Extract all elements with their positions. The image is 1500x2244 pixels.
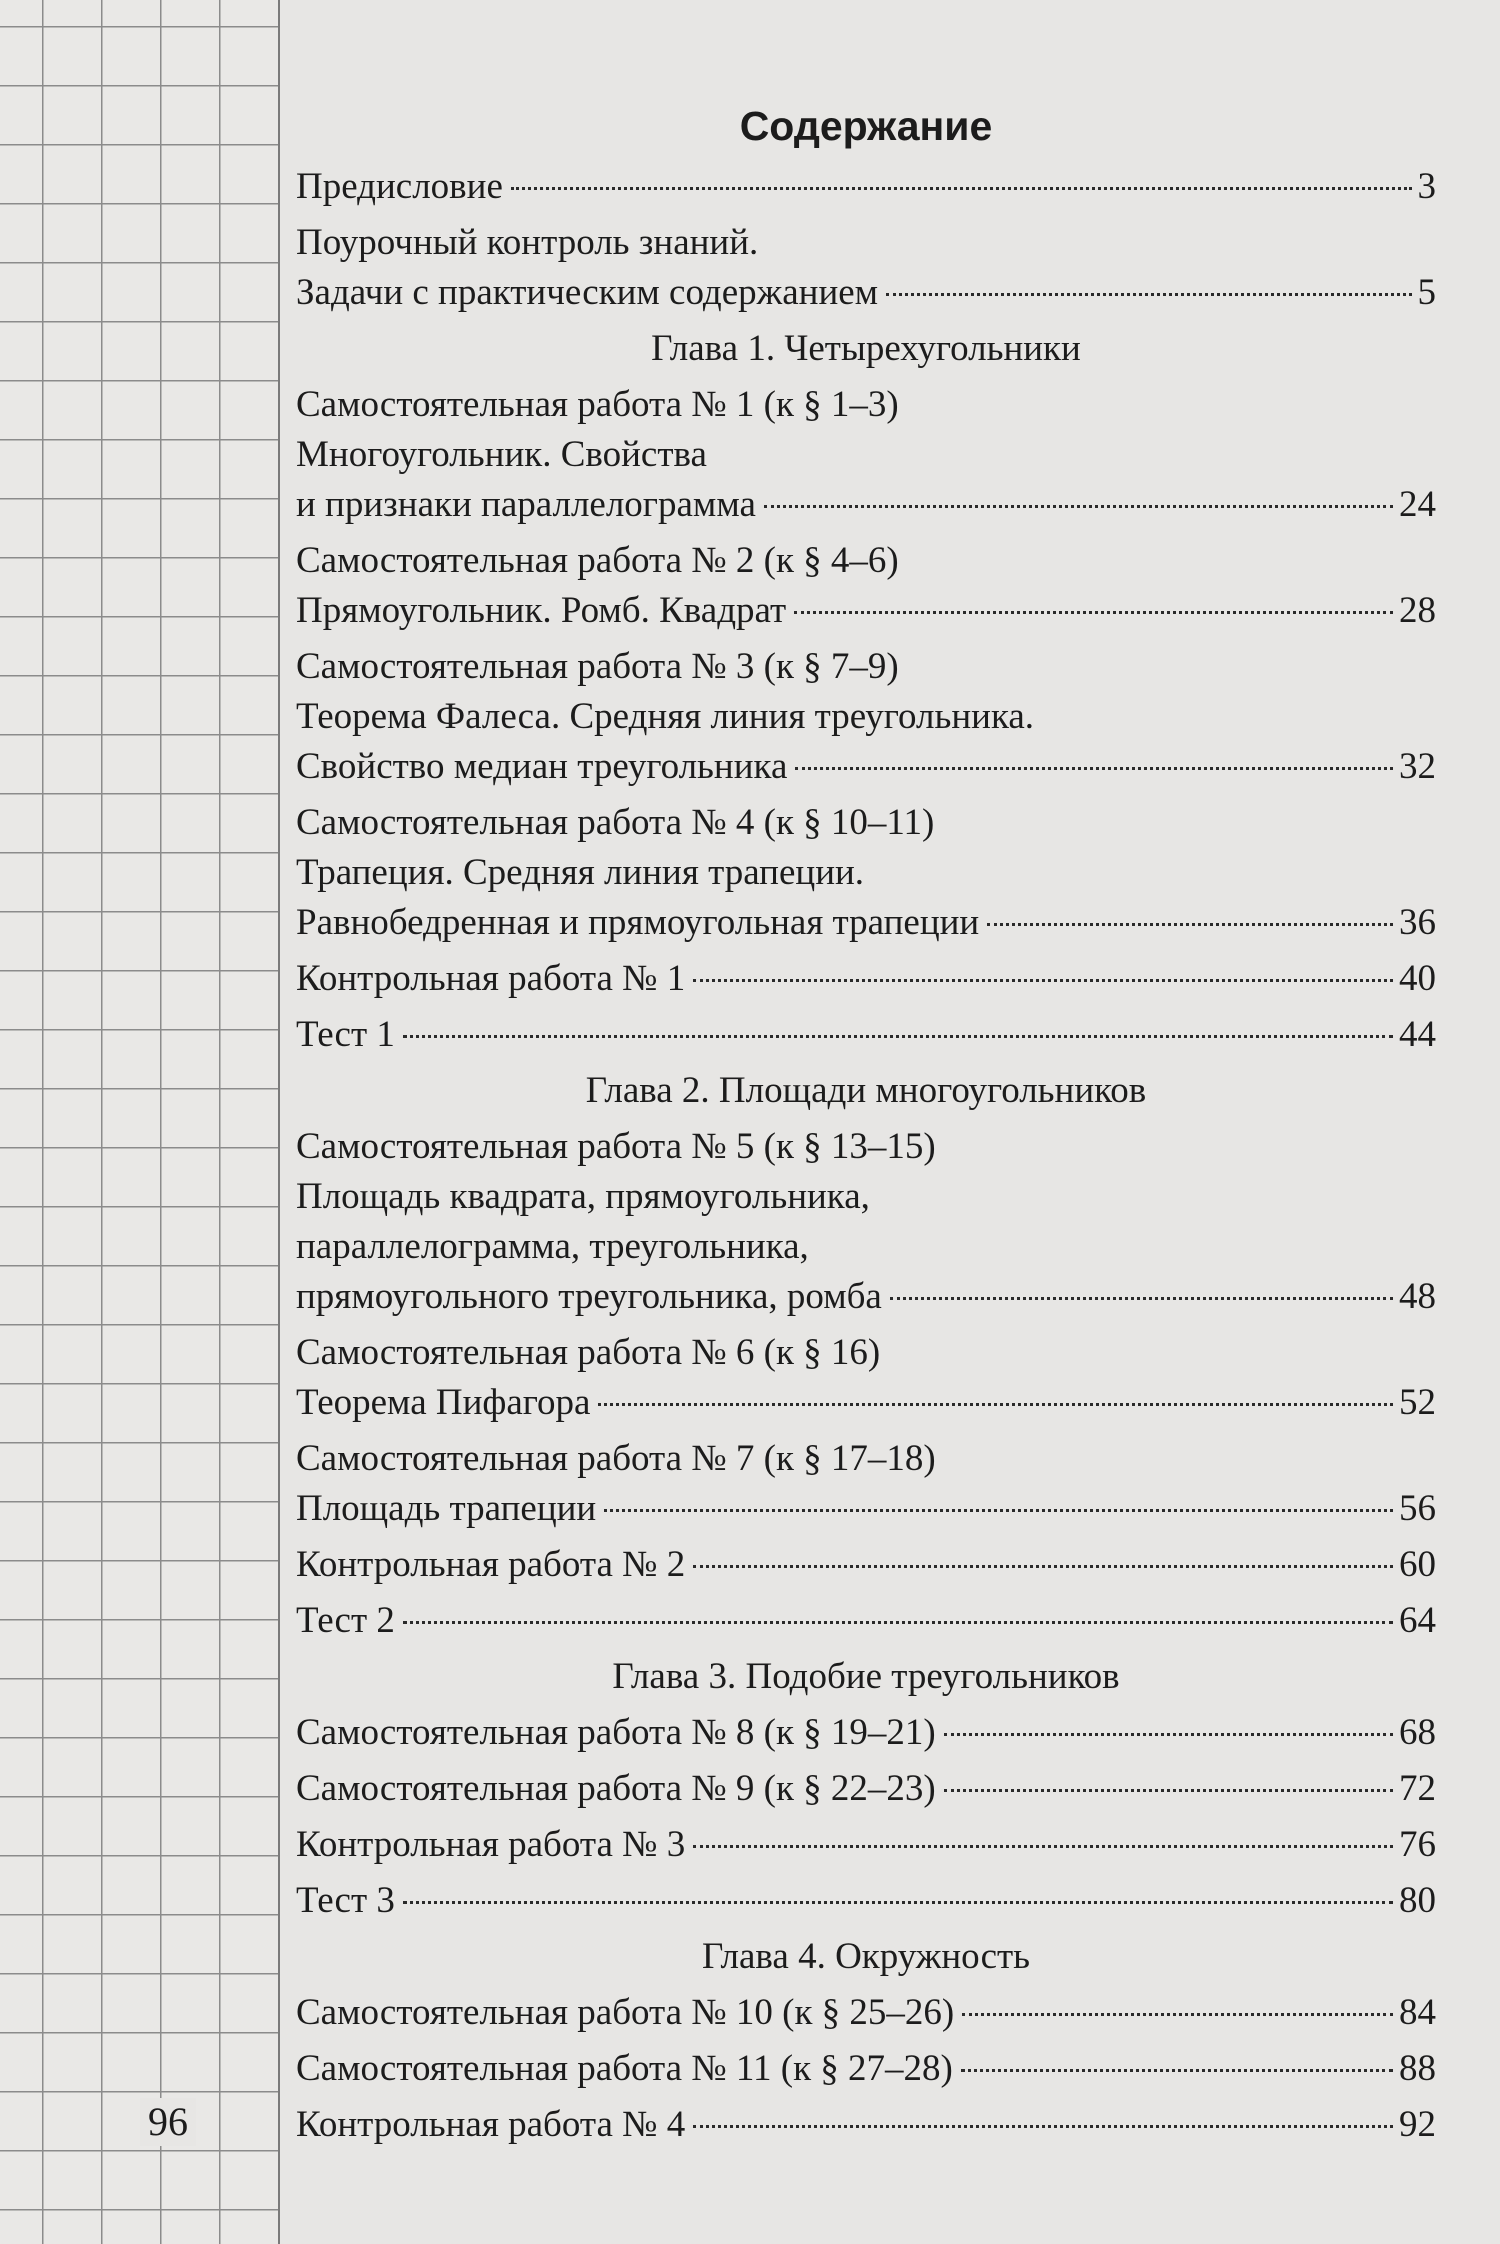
toc-entry-text: прямоугольного треугольника, ромба [296,1276,882,1317]
toc-entry-line: Многоугольник. Свойства [296,434,707,475]
toc-entry-row [296,742,1436,792]
table-of-contents [296,96,1436,2156]
toc-page-number: 5 [1417,272,1436,313]
toc-entry[interactable] [296,1708,1436,1758]
toc-entry[interactable] [296,2044,1436,2094]
chapter-heading: Глава 2. Площади многоугольников [585,1070,1147,1111]
toc-entry-row [296,586,1436,636]
toc-page-number: 68 [1399,1712,1436,1753]
toc-entry-line: Самостоятельная работа № 7 (к § 17–18) [296,1438,936,1479]
dot-leader [403,1901,1393,1904]
toc-entry-line: параллелограмма, треугольника, [296,1226,809,1267]
toc-entry-row [296,1272,1436,1322]
toc-entry-text: Самостоятельная работа № 10 (к § 25–26) [296,1992,955,2033]
toc-entry-row [296,1540,1436,1590]
toc-entry-text: Равнобедренная и прямоугольная трапеции [296,902,980,943]
toc-entry-line: Площадь квадрата, прямоугольника, [296,1176,870,1217]
toc-entry-text: и признаки параллелограмма [296,484,756,525]
toc-entry[interactable] [296,2100,1436,2150]
toc-entry-row [296,954,1436,1004]
toc-entry-line: Самостоятельная работа № 1 (к § 1–3) [296,384,899,425]
dot-leader [403,1035,1393,1038]
dot-leader [890,1297,1393,1300]
dot-leader [961,2069,1393,2072]
toc-page-number: 56 [1399,1488,1436,1529]
toc-entry-text: Контрольная работа № 4 [296,2104,686,2145]
toc-entry-text: Контрольная работа № 1 [296,958,686,999]
toc-entry-text: Тест 3 [296,1880,395,1921]
toc-entry-text: Контрольная работа № 3 [296,1824,686,1865]
toc-entry-text: Тест 2 [296,1600,395,1641]
toc-entry-line: Самостоятельная работа № 5 (к § 13–15) [296,1126,936,1167]
toc-entry-line: Трапеция. Средняя линия трапеции. [296,852,865,893]
toc-entry[interactable] [296,1010,1436,1060]
chapter-heading: Глава 4. Окружность [701,1936,1031,1977]
toc-entry-row [296,2100,1436,2150]
toc-entry-line: Самостоятельная работа № 6 (к § 16) [296,1332,881,1373]
toc-entry-row [296,898,1436,948]
toc-entry[interactable] [296,954,1436,1004]
toc-entry-text: Теорема Пифагора [296,1382,591,1423]
toc-page-number: 88 [1399,2048,1436,2089]
toc-entry[interactable] [296,798,1436,948]
toc-entry-row [296,480,1436,530]
toc-page-number: 36 [1399,902,1436,943]
page-title: Содержание [739,103,993,149]
toc-entry-line: Самостоятельная работа № 3 (к § 7–9) [296,646,899,687]
dot-leader [604,1509,1393,1512]
toc-page-number: 76 [1399,1824,1436,1865]
toc-page-number: 52 [1399,1382,1436,1423]
toc-body [296,162,1436,2150]
toc-entry-row [296,1708,1436,1758]
dot-leader [795,767,1393,770]
toc-page-number: 28 [1399,590,1436,631]
dot-leader [944,1789,1393,1792]
toc-entry-text: Самостоятельная работа № 9 (к § 22–23) [296,1768,936,1809]
toc-entry-text: Самостоятельная работа № 11 (к § 27–28) [296,2048,953,2089]
toc-entry-row [296,1010,1436,1060]
toc-entry-text: Тест 1 [296,1014,395,1055]
toc-entry[interactable] [296,1434,1436,1534]
toc-entry[interactable] [296,536,1436,636]
toc-page-number: 48 [1399,1276,1436,1317]
dot-leader [693,2125,1393,2128]
toc-entry-text: Площадь трапеции [296,1488,597,1529]
dot-leader [693,1845,1393,1848]
toc-entry-text: Прямоугольник. Ромб. Квадрат [296,590,787,631]
dot-leader [764,505,1393,508]
toc-entry-row [296,268,1436,318]
toc-page-number: 80 [1399,1880,1436,1921]
dot-leader [693,979,1393,982]
toc-entry[interactable] [296,1988,1436,2038]
dot-leader [886,293,1411,296]
toc-page-number: 44 [1399,1014,1436,1055]
dot-leader [511,187,1412,190]
toc-entry-row [296,1988,1436,2038]
toc-entry-text: Самостоятельная работа № 8 (к § 19–21) [296,1712,936,1753]
toc-page-number: 3 [1417,166,1436,207]
dot-leader [403,1621,1393,1624]
dot-leader [794,611,1393,614]
toc-entry-line: Теорема Фалеса. Средняя линия треугольника. [296,696,1035,737]
toc-page-number: 72 [1399,1768,1436,1809]
toc-entry[interactable] [296,642,1436,792]
dot-leader [987,923,1393,926]
toc-entry[interactable] [296,1122,1436,1322]
dot-leader [962,2013,1393,2016]
toc-entry-row [296,1820,1436,1870]
toc-entry-text: Свойство медиан треугольника [296,746,788,787]
toc-page-number: 60 [1399,1544,1436,1585]
toc-entry-row [296,1764,1436,1814]
toc-entry-row [296,1876,1436,1926]
toc-entry[interactable] [296,1596,1436,1646]
toc-entry[interactable] [296,1328,1436,1428]
toc-entry[interactable] [296,1876,1436,1926]
toc-entry-text: Предисловие [296,166,503,207]
toc-page-number: 84 [1399,1992,1436,2033]
dot-leader [693,1565,1393,1568]
toc-entry-row [296,1378,1436,1428]
grid-margin [0,0,280,2244]
dot-leader [944,1733,1393,1736]
toc-entry-row [296,1596,1436,1646]
toc-entry-line: Самостоятельная работа № 2 (к § 4–6) [296,540,899,581]
toc-page-number: 32 [1399,746,1436,787]
toc-entry[interactable] [296,1764,1436,1814]
toc-entry[interactable] [296,380,1436,530]
toc-entry-text: Контрольная работа № 2 [296,1544,686,1585]
dot-leader [598,1403,1393,1406]
toc-entry-line: Самостоятельная работа № 4 (к § 10–11) [296,802,935,843]
page-number: 96 [140,2098,196,2146]
toc-entry[interactable] [296,1540,1436,1590]
toc-entry[interactable] [296,218,1436,318]
chapter-heading: Глава 1. Четырехугольники [651,328,1081,369]
toc-entry-line: Поурочный контроль знаний. [296,222,759,263]
chapter-heading: Глава 3. Подобие треугольников [612,1656,1120,1697]
toc-entry-text: Задачи с практическим содержанием [296,272,879,313]
toc-entry-row [296,1484,1436,1534]
toc-entry-row [296,162,1436,212]
toc-entry-row [296,2044,1436,2094]
toc-entry[interactable] [296,162,1436,212]
toc-page-number: 40 [1399,958,1436,999]
toc-page-number: 92 [1399,2104,1436,2145]
toc-page-number: 64 [1399,1600,1436,1641]
toc-entry[interactable] [296,1820,1436,1870]
toc-page-number: 24 [1399,484,1436,525]
